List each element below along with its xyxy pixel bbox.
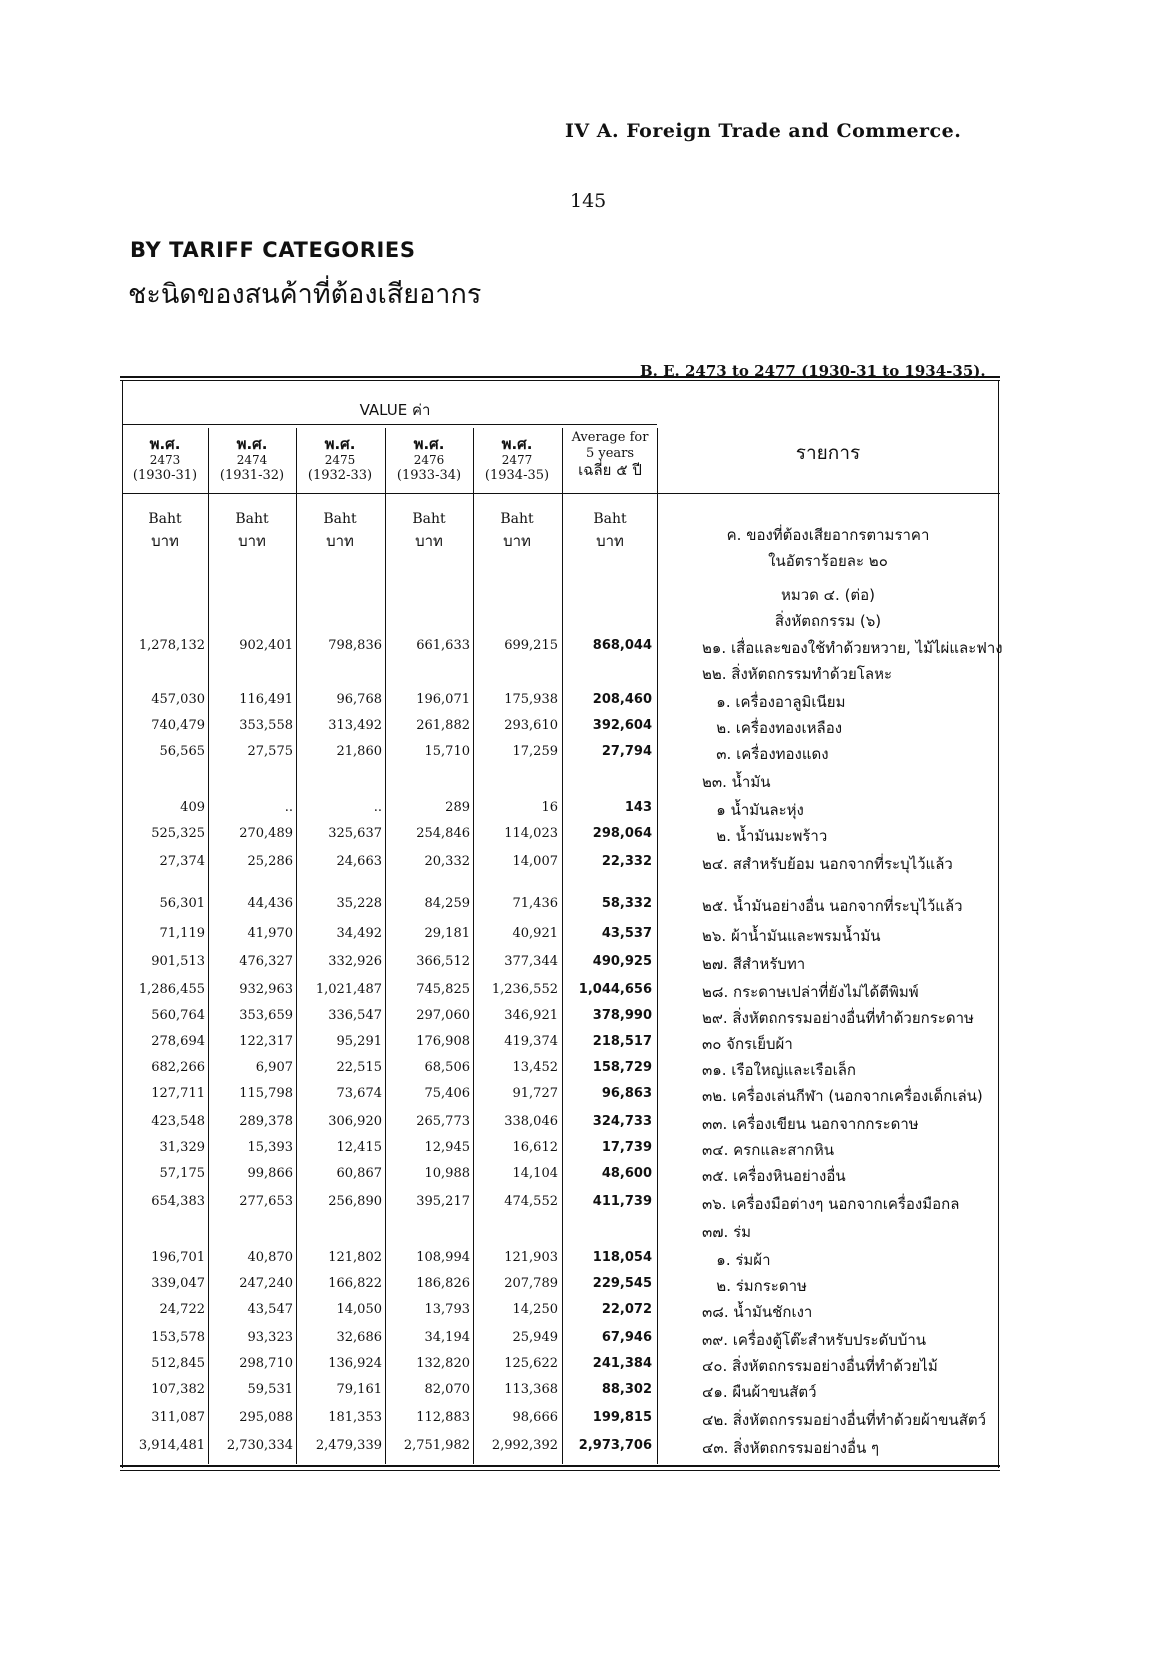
average-cell: 411,739 (592, 1194, 652, 1209)
item-label: ๓๐ จักรเย็บผ้า (702, 1035, 793, 1053)
item-label: ๓๔. ครกและสากหิน (702, 1141, 835, 1159)
value-cell: 44,436 (247, 896, 293, 911)
value-cell: 270,489 (239, 826, 293, 841)
value-cell: 35,228 (336, 896, 382, 911)
average-cell: 48,600 (601, 1166, 652, 1181)
average-cell: 378,990 (592, 1008, 652, 1023)
value-cell: 114,023 (504, 826, 558, 841)
value-cell: 1,286,455 (138, 982, 205, 997)
value-cell: 95,291 (336, 1034, 382, 1049)
value-cell: 24,722 (159, 1302, 205, 1317)
value-cell: 289,378 (239, 1114, 293, 1129)
value-cell: 377,344 (504, 954, 558, 969)
value-cell: 353,558 (239, 718, 293, 733)
value-cell: 346,921 (504, 1008, 558, 1023)
value-cell: 20,332 (424, 854, 470, 869)
value-cell: 474,552 (504, 1194, 558, 1209)
value-cell: 71,436 (512, 896, 558, 911)
value-cell: 13,452 (512, 1060, 558, 1075)
unit-label (235, 508, 268, 552)
value-cell: 122,317 (239, 1034, 293, 1049)
value-cell: 56,301 (159, 896, 205, 911)
value-cell: 560,764 (151, 1008, 205, 1023)
average-cell: 27,794 (601, 744, 652, 759)
value-cell: 256,890 (328, 1194, 382, 1209)
value-cell: 12,945 (424, 1140, 470, 1155)
item-label: ๔๒. สิ่งหัตถกรรมอย่างอื่นที่ทำด้วยผ้าขนสัตว์ (702, 1411, 987, 1429)
value-cell: 745,825 (416, 982, 470, 997)
value-cell: 932,963 (239, 982, 293, 997)
item-label: ๒๔. สสำหรับย้อม นอกจากที่ระบุไว้แล้ว (702, 855, 953, 873)
average-cell: 324,733 (592, 1114, 652, 1129)
period-subtitle: B. E. 2473 to 2477 (1930-31 to 1934-35). (640, 362, 986, 380)
item-label: ๒๖. ผ้าน้ำมันและพรมน้ำมัน (702, 927, 881, 945)
column-header: พ.ศ. 2475 (1932-33) (307, 435, 373, 483)
value-cell: 661,633 (416, 638, 470, 653)
value-cell: 3,914,481 (138, 1438, 205, 1453)
column-header: พ.ศ. 2474 (1931-32) (219, 435, 285, 483)
value-cell: 409 (180, 800, 205, 815)
unit-thai: บาท (326, 532, 354, 550)
item-label: ๑ น้ำมันละหุ่ง (702, 801, 804, 819)
value-cell: 34,492 (336, 926, 382, 941)
value-cell: 14,050 (336, 1302, 382, 1317)
value-cell: 525,325 (151, 826, 205, 841)
item-label: ๑. เครื่องอาลูมิเนียม (702, 693, 846, 711)
value-cell: 332,926 (328, 954, 382, 969)
value-cell: 22,515 (336, 1060, 382, 1075)
value-cell: 277,653 (239, 1194, 293, 1209)
value-cell: 1,278,132 (138, 638, 205, 653)
average-cell: 143 (624, 800, 652, 815)
average-cell: 2,973,706 (578, 1438, 652, 1453)
average-cell: 58,332 (601, 896, 652, 911)
value-cell: 60,867 (336, 1166, 382, 1181)
value-cell: 325,637 (328, 826, 382, 841)
running-header: IV A. Foreign Trade and Commerce. (565, 120, 962, 142)
column-header: พ.ศ. 2473 (1930-31) (132, 435, 198, 483)
value-cell: 366,512 (416, 954, 470, 969)
item-label: ๓๖. เครื่องมือต่างๆ นอกจากเครื่องมือกล (702, 1195, 960, 1213)
average-cell: 218,517 (592, 1034, 652, 1049)
value-cell: 2,479,339 (315, 1438, 382, 1453)
value-cell: 13,793 (424, 1302, 470, 1317)
item-label: ๒๙. สิ่งหัตถกรรมอย่างอื่นที่ทำด้วยกระดาษ (702, 1009, 974, 1027)
value-cell: 15,710 (424, 744, 470, 759)
average-cell: 241,384 (592, 1356, 652, 1371)
value-cell: 295,088 (239, 1410, 293, 1425)
value-cell: 298,710 (239, 1356, 293, 1371)
value-cell: 265,773 (416, 1114, 470, 1129)
value-cell: 57,175 (159, 1166, 205, 1181)
average-cell: 868,044 (592, 638, 652, 653)
item-label: ๒๗. สีสำหรับทา (702, 955, 806, 973)
value-header: VALUE ค่า (359, 401, 431, 419)
value-cell: 186,826 (416, 1276, 470, 1291)
value-cell: 34,194 (424, 1330, 470, 1345)
item-label: ๔๑. ผืนผ้าขนสัตว์ (702, 1383, 817, 1401)
value-cell: 353,659 (239, 1008, 293, 1023)
title-english: BY TARIFF CATEGORIES (130, 238, 416, 262)
average-cell: 67,946 (601, 1330, 652, 1345)
value-cell: 27,575 (247, 744, 293, 759)
item-label: ๑. ร่มผ้า (702, 1251, 771, 1269)
value-cell: 181,353 (328, 1410, 382, 1425)
value-cell: 419,374 (504, 1034, 558, 1049)
value-cell: 457,030 (151, 692, 205, 707)
item-label: ๒. เครื่องทองเหลือง (702, 719, 843, 737)
item-label: ๒. น้ำมันมะพร้าว (702, 827, 828, 845)
item-label: ๓๘. น้ำมันชักเงา (702, 1303, 813, 1321)
value-cell: 306,920 (328, 1114, 382, 1129)
value-cell: 278,694 (151, 1034, 205, 1049)
value-cell: 1,236,552 (491, 982, 558, 997)
item-label: ๒. ร่มกระดาษ (702, 1277, 807, 1295)
value-cell: 313,492 (328, 718, 382, 733)
value-cell: 98,666 (512, 1410, 558, 1425)
value-cell: 196,071 (416, 692, 470, 707)
value-cell: 91,727 (512, 1086, 558, 1101)
unit-label (412, 508, 445, 552)
average-cell: 298,064 (592, 826, 652, 841)
average-cell: 88,302 (601, 1382, 652, 1397)
value-cell: 902,401 (239, 638, 293, 653)
value-cell: 297,060 (416, 1008, 470, 1023)
column-header: พ.ศ. 2476 (1933-34) (396, 435, 462, 483)
value-cell: 654,383 (151, 1194, 205, 1209)
value-cell: 10,988 (424, 1166, 470, 1181)
value-cell: 93,323 (247, 1330, 293, 1345)
value-cell: 798,836 (328, 638, 382, 653)
average-cell: 229,545 (592, 1276, 652, 1291)
value-cell: 68,506 (424, 1060, 470, 1075)
item-label: ๓๙. เครื่องตู้โต๊ะสำหรับประดับบ้าน (702, 1331, 927, 1349)
value-cell: 15,393 (247, 1140, 293, 1155)
item-label: ๓. เครื่องทองแดง (702, 745, 829, 763)
value-cell: 31,329 (159, 1140, 205, 1155)
value-cell: 107,382 (151, 1382, 205, 1397)
value-cell: .. (284, 800, 293, 815)
value-cell: 2,992,392 (491, 1438, 558, 1453)
item-label: ๒๕. น้ำมันอย่างอื่น นอกจากที่ระบุไว้แล้ว (702, 897, 963, 915)
value-cell: 59,531 (247, 1382, 293, 1397)
item-label: ๒๘. กระดาษเปล่าที่ยังไม่ได้ตีพิมพ์ (702, 983, 919, 1001)
average-cell: 118,054 (592, 1250, 652, 1265)
value-cell: 40,921 (512, 926, 558, 941)
value-cell: 338,046 (504, 1114, 558, 1129)
unit-thai: บาท (503, 532, 531, 550)
value-cell: 901,513 (151, 954, 205, 969)
page-number: 145 (570, 190, 607, 212)
value-cell: 175,938 (504, 692, 558, 707)
value-cell: 14,250 (512, 1302, 558, 1317)
value-cell: 339,047 (151, 1276, 205, 1291)
item-label: ๔๓. สิ่งหัตถกรรมอย่างอื่น ๆ (702, 1439, 880, 1457)
value-cell: 125,622 (504, 1356, 558, 1371)
value-cell: 207,789 (504, 1276, 558, 1291)
average-cell: 22,072 (601, 1302, 652, 1317)
average-cell: 43,537 (601, 926, 652, 941)
value-cell: 56,565 (159, 744, 205, 759)
value-cell: 311,087 (151, 1410, 205, 1425)
value-cell: 24,663 (336, 854, 382, 869)
unit-thai: บาท (151, 532, 179, 550)
value-cell: 82,070 (424, 1382, 470, 1397)
average-cell: 22,332 (601, 854, 652, 869)
value-cell: 121,802 (328, 1250, 382, 1265)
unit-label (148, 508, 181, 552)
value-cell: .. (373, 800, 382, 815)
value-cell: 96,768 (336, 692, 382, 707)
value-cell: 14,007 (512, 854, 558, 869)
unit-english: Baht (148, 511, 182, 527)
unit-label (593, 508, 626, 552)
value-cell: 40,870 (247, 1250, 293, 1265)
value-cell: 16 (541, 800, 558, 815)
value-cell: 336,547 (328, 1008, 382, 1023)
value-cell: 699,215 (504, 638, 558, 653)
unit-english: Baht (235, 511, 269, 527)
unit-english: Baht (500, 511, 534, 527)
value-cell: 73,674 (336, 1086, 382, 1101)
value-cell: 132,820 (416, 1356, 470, 1371)
unit-label (500, 508, 533, 552)
value-cell: 21,860 (336, 744, 382, 759)
unit-thai: บาท (238, 532, 266, 550)
value-cell: 75,406 (424, 1086, 470, 1101)
average-cell: 1,044,656 (578, 982, 652, 997)
value-cell: 116,491 (239, 692, 293, 707)
value-cell: 254,846 (416, 826, 470, 841)
value-cell: 14,104 (512, 1166, 558, 1181)
value-cell: 71,119 (159, 926, 205, 941)
unit-thai: บาท (415, 532, 443, 550)
average-cell: 158,729 (592, 1060, 652, 1075)
value-cell: 115,798 (239, 1086, 293, 1101)
value-cell: 27,374 (159, 854, 205, 869)
value-cell: 108,994 (416, 1250, 470, 1265)
average-cell: 17,739 (601, 1140, 652, 1155)
section-heading: ค. ของที่ต้องเสียอากรตามราคา ในอัตราร้อยละ ๒๐ หมวด ๔. (ต่อ) สิ่งหัตถกรรม (๖) (726, 526, 930, 630)
value-cell: 740,479 (151, 718, 205, 733)
value-cell: 176,908 (416, 1034, 470, 1049)
value-cell: 113,368 (504, 1382, 558, 1397)
value-cell: 127,711 (151, 1086, 205, 1101)
average-cell: 208,460 (592, 692, 652, 707)
value-cell: 79,161 (336, 1382, 382, 1397)
value-cell: 25,286 (247, 854, 293, 869)
average-cell: 96,863 (601, 1086, 652, 1101)
value-cell: 136,924 (328, 1356, 382, 1371)
value-cell: 99,866 (247, 1166, 293, 1181)
value-cell: 166,822 (328, 1276, 382, 1291)
unit-english: Baht (593, 511, 627, 527)
item-label: ๓๒. เครื่องเล่นกีฬา (นอกจากเครื่องเด็กเล่น) (702, 1087, 983, 1105)
item-label: ๒๒. สิ่งหัตถกรรมทำด้วยโลหะ (702, 665, 893, 683)
value-cell: 17,259 (512, 744, 558, 759)
value-cell: 682,266 (151, 1060, 205, 1075)
unit-english: Baht (323, 511, 357, 527)
value-cell: 395,217 (416, 1194, 470, 1209)
value-cell: 289 (445, 800, 470, 815)
items-header: รายการ (795, 442, 861, 464)
item-label: ๓๗. ร่ม (702, 1223, 752, 1241)
value-cell: 2,751,982 (403, 1438, 470, 1453)
value-cell: 247,240 (239, 1276, 293, 1291)
item-label: ๒๓. น้ำมัน (702, 773, 771, 791)
item-label: ๔๐. สิ่งหัตถกรรมอย่างอื่นที่ทำด้วยไม้ (702, 1357, 938, 1375)
value-cell: 112,883 (416, 1410, 470, 1425)
value-cell: 6,907 (255, 1060, 293, 1075)
value-cell: 121,903 (504, 1250, 558, 1265)
item-label: ๓๕. เครื่องหินอย่างอื่น (702, 1167, 846, 1185)
average-cell: 490,925 (592, 954, 652, 969)
value-cell: 43,547 (247, 1302, 293, 1317)
value-cell: 25,949 (512, 1330, 558, 1345)
value-cell: 2,730,334 (226, 1438, 293, 1453)
value-cell: 293,610 (504, 718, 558, 733)
value-cell: 41,970 (247, 926, 293, 941)
average-header: Average for 5 years เฉลี่ย ๕ ปี (571, 430, 649, 479)
average-cell: 199,815 (592, 1410, 652, 1425)
value-cell: 16,612 (512, 1140, 558, 1155)
value-cell: 153,578 (151, 1330, 205, 1345)
title-thai: ชะนิดของสนค้าที่ต้องเสียอากร (128, 279, 482, 310)
value-cell: 512,845 (151, 1356, 205, 1371)
value-cell: 261,882 (416, 718, 470, 733)
value-cell: 29,181 (424, 926, 470, 941)
item-label: ๒๑. เสื่อและของใช้ทำด้วยหวาย, ไม้ไผ่และฟาง (702, 639, 1003, 657)
column-header: พ.ศ. 2477 (1934-35) (484, 435, 550, 483)
value-cell: 12,415 (336, 1140, 382, 1155)
value-cell: 32,686 (336, 1330, 382, 1345)
unit-label (323, 508, 356, 552)
value-cell: 476,327 (239, 954, 293, 969)
item-label: ๓๓. เครื่องเขียน นอกจากกระดาษ (702, 1115, 919, 1133)
unit-thai: บาท (596, 532, 624, 550)
value-cell: 196,701 (151, 1250, 205, 1265)
value-cell: 1,021,487 (315, 982, 382, 997)
value-cell: 423,548 (151, 1114, 205, 1129)
item-label: ๓๑. เรือใหญ่และเรือเล็ก (702, 1061, 857, 1079)
average-cell: 392,604 (592, 718, 652, 733)
value-cell: 84,259 (424, 896, 470, 911)
unit-english: Baht (412, 511, 446, 527)
